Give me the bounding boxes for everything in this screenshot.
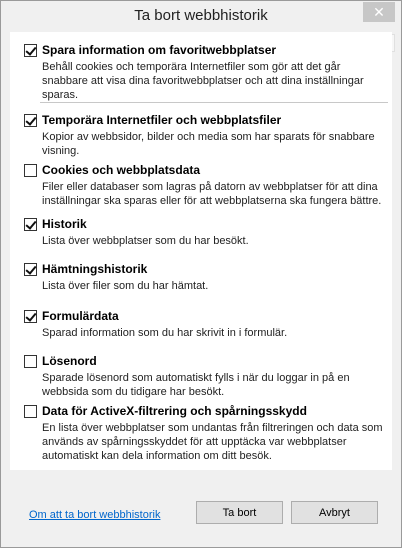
option-description: Lista över filer som du har hämtat. (42, 280, 209, 292)
delete-button[interactable]: Ta bort (196, 501, 283, 524)
checkbox-activex-tracking[interactable] (24, 405, 37, 418)
option-description: Filer eller databaser som lagras på datorn av webbplatser för att dina inställningar ska sparas eller för att webbplatserna ska fungera bättre. (42, 181, 382, 207)
checkbox-cookies[interactable] (24, 164, 37, 177)
option-label: Cookies och webbplatsdata (42, 163, 201, 177)
option-description: Sparade lösenord som automatiskt fylls i när du loggar in på en webbsida som du tidigare har besökt. (42, 372, 350, 398)
checkbox-favorites[interactable] (24, 44, 37, 57)
options-panel (10, 32, 392, 470)
close-icon: ✕ (373, 4, 385, 20)
title-bar (1, 1, 401, 32)
close-button[interactable] (363, 2, 395, 22)
option-label: Historik (42, 217, 87, 231)
option-label: Formulärdata (42, 309, 119, 323)
option-description: Lista över webbplatser som du har besökt. (42, 235, 249, 247)
option-temp-files (24, 112, 384, 158)
checkbox-download-history[interactable] (24, 263, 37, 276)
divider (40, 102, 388, 103)
option-label: Lösenord (42, 354, 97, 368)
checkbox-form-data[interactable] (24, 310, 37, 323)
option-form-data (24, 308, 384, 340)
checkbox-passwords[interactable] (24, 355, 37, 368)
dialog-title: Ta bort webbhistorik (134, 7, 268, 24)
option-label: Hämtningshistorik (42, 262, 148, 276)
cancel-button[interactable]: Avbryt (291, 501, 378, 524)
option-label: Data för ActiveX-filtrering och spårningsskydd (42, 404, 307, 418)
option-description: Kopior av webbsidor, bilder och media som har sparats för snabbare visning. (42, 131, 375, 157)
option-cookies (24, 162, 384, 208)
option-description: Sparad information som du har skrivit in i formulär. (42, 327, 288, 339)
option-passwords (24, 353, 384, 399)
option-download-history (24, 261, 384, 293)
option-description: Behåll cookies och temporära Internetfiler som gör att det går snabbare att visa dina favoritwebbplatser och att dina inställningar sparas. (42, 61, 364, 101)
checkbox-temp-files[interactable] (24, 114, 37, 127)
checkbox-history[interactable] (24, 218, 37, 231)
option-activex-tracking (24, 403, 384, 463)
option-favorites (24, 42, 384, 102)
option-history (24, 216, 384, 248)
option-label: Spara information om favoritwebbplatser (42, 43, 277, 57)
option-label: Temporära Internetfiler och webbplatsfiler (42, 113, 282, 127)
option-description: En lista över webbplatser som undantas från filtreringen och data som används av spårningsskyddet för att upptäcka var webbplatser automatiskt kan dela information om ditt besök. (42, 422, 383, 462)
help-link[interactable]: Om att ta bort webbhistorik (29, 509, 161, 521)
